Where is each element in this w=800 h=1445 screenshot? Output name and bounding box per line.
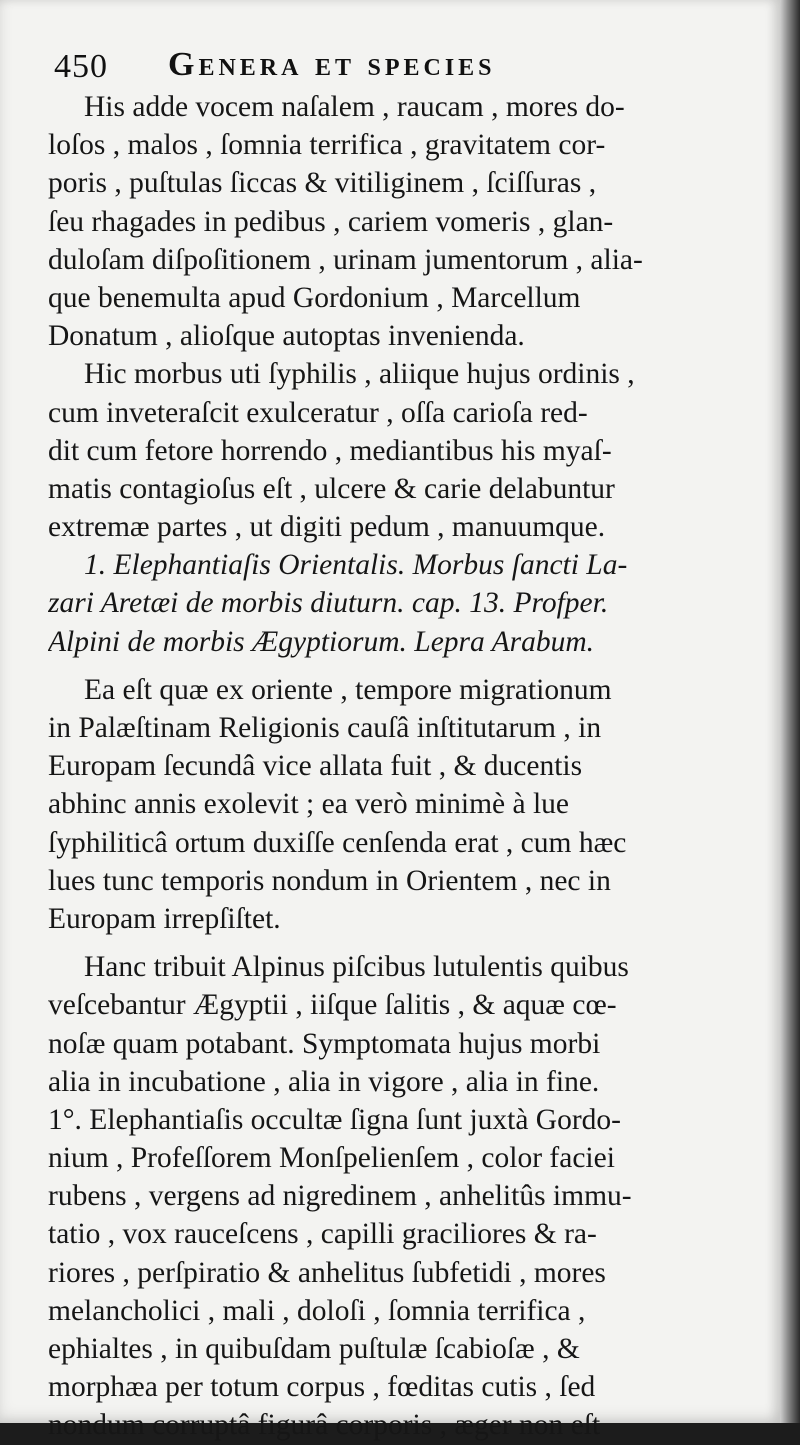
text-line: que benemulta apud Gordonium , Marcellum [48, 281, 581, 314]
text-line: Hanc tribuit Alpinus piſcibus lutulentis quibus [84, 951, 629, 984]
text-line: ſyphiliticâ ortum duxiſſe cenſenda erat , cum hæc [48, 826, 627, 859]
text-line: Europam ſecundâ vice allata fuit , & ducentis [48, 750, 583, 783]
text-line: ſeu rhagades in pedibus , cariem vomeris , glan- [48, 205, 614, 238]
text-line: 1. Elephantiaſis Orientalis. Morbus ſancti La- [84, 549, 628, 582]
text-line: zari Aretæi de morbis diuturn. cap. 13. Profper. [48, 587, 609, 620]
text-line: lues tunc temporis nondum in Orientem , nec in [48, 864, 611, 897]
page-number: 450 [54, 48, 108, 85]
text-line: veſcebantur Ægyptii , iiſque ſalitis , & aquæ cœ- [48, 989, 617, 1022]
text-line: His adde vocem naſalem , raucam , mores do- [84, 91, 625, 123]
text-line: Ea eſt quæ ex oriente , tempore migrationum [84, 673, 612, 706]
text-line: in Palæſtinam Religionis cauſâ inſtitutarum , in [48, 712, 602, 744]
text-line: Europam irrepſiſtet. [48, 902, 281, 935]
text-line: noſæ quam potabant. Symptomata hujus morbi [48, 1027, 601, 1060]
text-line: 1°. Elephantiaſis occultæ ſigna ſunt juxtà Gordo- [48, 1103, 622, 1136]
text-line: alia in incubatione , alia in vigore , alia in fine. [48, 1065, 600, 1098]
text-line: nium , Profeſſorem Monſpelienſem , color faciei [48, 1142, 615, 1175]
paragraph [48, 88, 756, 355]
text-line: nondum corruptâ figurâ corporis , æger non eſt [48, 1409, 601, 1442]
text-line: extremæ partes , ut digiti pedum , manuumque. [48, 511, 606, 544]
text-line: abhinc annis exolevit ; ea verò minimè à lue [48, 788, 569, 821]
text-line: rubens , vergens ad nigredinem , anhelitûs immu- [48, 1180, 632, 1213]
paragraph [48, 355, 756, 546]
body-text [48, 88, 756, 1445]
paragraph [48, 671, 756, 938]
text-line: duloſam diſpoſitionem , urinam jumentorum , alia- [48, 243, 643, 276]
text-line: cum inveteraſcit exulceratur , oſſa carioſa red- [48, 396, 588, 429]
text-line: melancholici , mali , doloſi , ſomnia terrifica , [48, 1294, 586, 1327]
text-line: Donatum , alioſque autoptas invenienda. [48, 320, 525, 353]
page-header [48, 42, 748, 88]
running-title: Genera et species [168, 46, 496, 83]
text-line: loſos , malos , ſomnia terrifica , gravitatem cor- [48, 129, 606, 162]
text-line: morphæa per totum corpus , fœditas cutis , ſed [48, 1371, 596, 1404]
text-line: Hic morbus uti ſyphilis , aliique hujus ordinis , [84, 358, 635, 391]
text-line: riores , perſpiratio & anhelitus ſubfetidi , mores [48, 1256, 606, 1289]
page-edge-shadow [780, 0, 800, 1423]
text-line: tatio , vox rauceſcens , capilli graciliores & ra- [48, 1218, 597, 1251]
species-heading [48, 546, 756, 661]
text-line: ephialtes , in quibuſdam puſtulæ ſcabioſæ , & [48, 1333, 580, 1365]
text-line: matis contagioſus eſt , ulcere & carie delabuntur [48, 472, 615, 505]
text-line: poris , puſtulas ſiccas & vitiliginem , ſciſſuras , [48, 167, 597, 200]
paragraph [48, 948, 756, 1444]
text-line: dit cum fetore horrendo , mediantibus his myaſ- [48, 434, 612, 467]
text-line: Alpini de morbis Ægyptiorum. Lepra Arabum. [48, 625, 595, 658]
